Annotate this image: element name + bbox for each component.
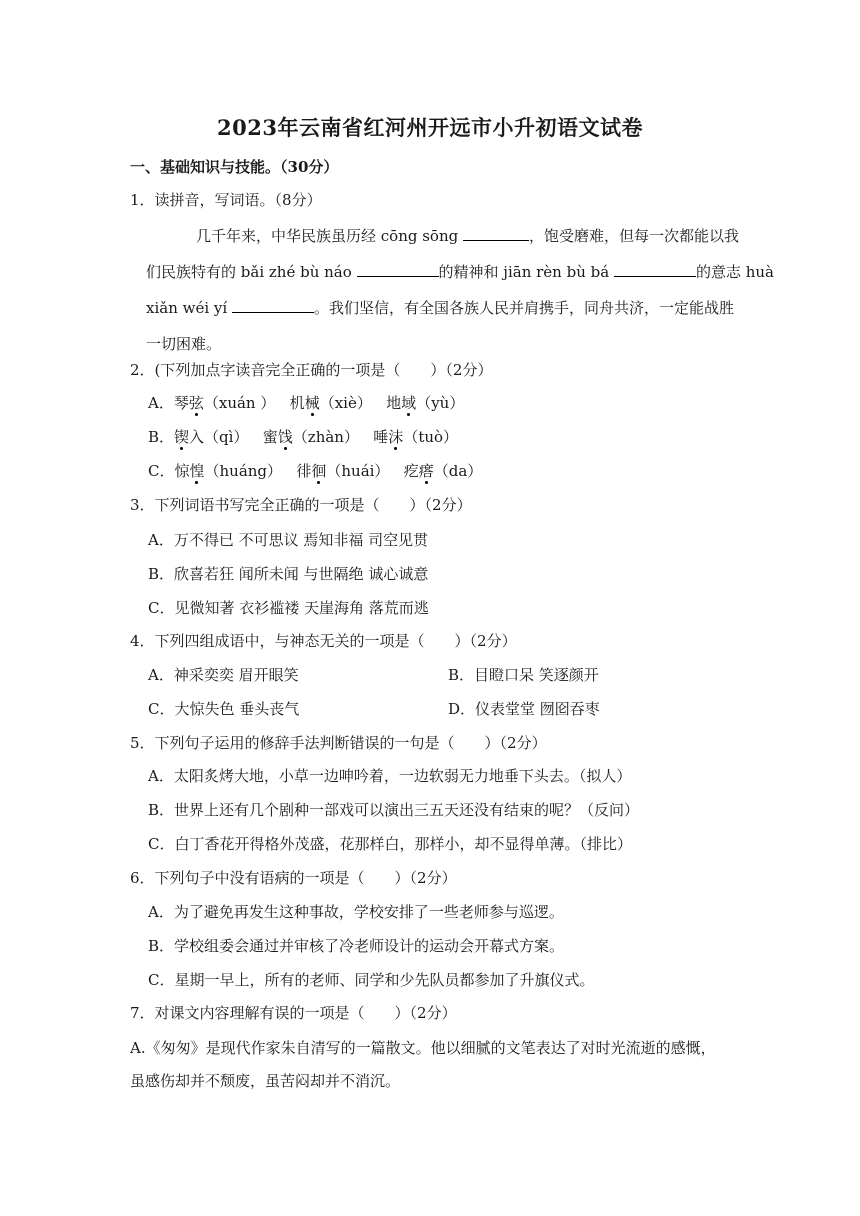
- q7-option-a-line1: A.《匆匆》是现代作家朱自清写的一篇散文。他以细腻的文笔表达了对时光流逝的感慨，: [130, 1039, 716, 1057]
- q5-option-c: C．白丁香花开得格外茂盛，花那样白，那样小，却不显得单薄。（排比）: [148, 835, 632, 853]
- q2-stem: 2．(下列加点字读音完全正确的一项是（ ）（2分）: [130, 361, 493, 379]
- q1-stem: 1．读拼音，写词语。（8分）: [130, 191, 322, 209]
- answer-blank-4[interactable]: [232, 298, 314, 313]
- q3-option-a: A．万不得已 不可思议 焉知非福 司空见贯: [148, 531, 429, 549]
- q3-option-c: C．见微知著 衣衫褴褛 天崖海角 落荒而逃: [148, 599, 429, 617]
- q4-option-a: A．神采奕奕 眉开眼笑: [148, 666, 299, 684]
- q3-stem: 3．下列词语书写完全正确的一项是（ ）（2分）: [130, 496, 472, 514]
- q5-option-b: B．世界上还有几个剧种一部戏可以演出三五天还没有结束的呢？（反问）: [148, 801, 640, 819]
- q1-passage-line3: xiǎn wéi yí 。我们坚信，有全国各族人民并肩携手，同舟共济，一定能战胜: [146, 299, 734, 317]
- q4-option-c: C．大惊失色 垂头丧气: [148, 700, 300, 718]
- q2-option-b: B．锲入（qì） 蜜饯（zhàn） 唾沫（tuò）: [148, 428, 459, 446]
- q2-option-c: C．惊惶（huáng） 徘徊（huái） 疙瘩（da）: [148, 462, 483, 480]
- exam-title: 2023年云南省红河州开远市小升初语文试卷: [217, 115, 643, 140]
- q7-option-a-line2: 虽感伤却并不颓废，虽苦闷却并不消沉。: [130, 1072, 401, 1090]
- q6-option-b: B．学校组委会通过并审核了冷老师设计的运动会开幕式方案。: [148, 937, 565, 955]
- q1-passage-line2: 们民族特有的 bǎi zhé bù náo 的精神和 jiān rèn bù bá 的意志 huà: [146, 263, 774, 281]
- q1-passage-line4: 一切困难。: [146, 335, 222, 353]
- q5-stem: 5．下列句子运用的修辞手法判断错误的一句是（ ）（2分）: [130, 734, 547, 752]
- q6-option-c: C．星期一早上，所有的老师、同学和少先队员都参加了升旗仪式。: [148, 971, 595, 989]
- q6-stem: 6．下列句子中没有语病的一项是（ ）（2分）: [130, 869, 457, 887]
- q3-option-b: B．欣喜若狂 闻所未闻 与世隔绝 诚心诚意: [148, 565, 429, 583]
- answer-blank-3[interactable]: [614, 262, 696, 277]
- q4-option-d: D．仪表堂堂 囫囵吞枣: [448, 700, 600, 718]
- answer-blank-2[interactable]: [357, 262, 439, 277]
- q1-passage-line1: 几千年来，中华民族虽历经 cōng sōng ，饱受磨难，但每一次都能以我: [196, 227, 740, 245]
- q4-stem: 4．下列四组成语中，与神态无关的一项是（ ）（2分）: [130, 632, 517, 650]
- q5-option-a: A．太阳炙烤大地，小草一边呻吟着，一边软弱无力地垂下头去。（拟人）: [148, 767, 632, 785]
- section-heading: 一、基础知识与技能。（30分）: [130, 158, 339, 176]
- q2-option-a: A．琴弦（xuán ） 机械（xiè） 地域（yù）: [148, 394, 465, 412]
- q7-stem: 7．对课文内容理解有误的一项是（ ）（2分）: [130, 1004, 457, 1022]
- answer-blank-1[interactable]: [463, 226, 529, 241]
- q4-option-b: B．目瞪口呆 笑逐颜开: [448, 666, 599, 684]
- q6-option-a: A．为了避免再发生这种事故，学校安排了一些老师参与巡逻。: [148, 903, 564, 921]
